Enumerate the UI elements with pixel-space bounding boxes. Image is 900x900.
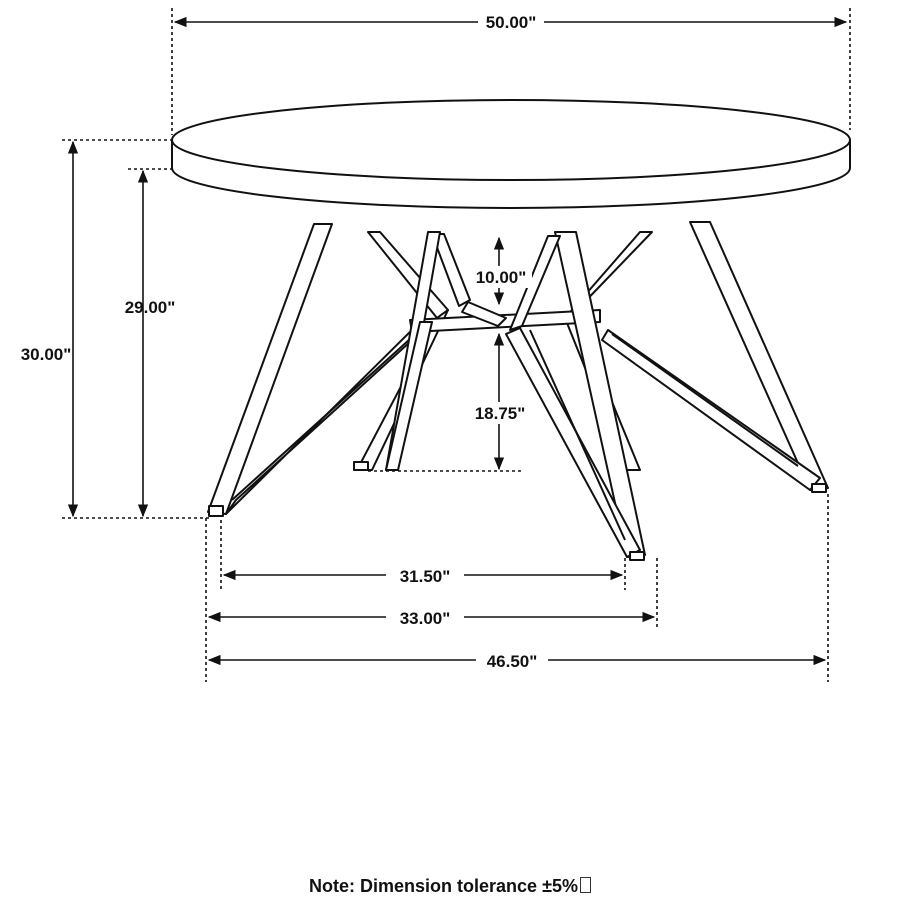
base-span-label: 46.50" xyxy=(486,652,538,671)
stretcher-to-top-label: 10.00" xyxy=(475,268,527,287)
tabletop xyxy=(172,100,850,208)
placeholder-box-icon xyxy=(580,877,591,893)
stretcher-to-floor-label: 18.75" xyxy=(474,404,526,423)
table-illustration xyxy=(172,100,850,560)
top-width-label: 50.00" xyxy=(485,13,537,32)
leg-feet xyxy=(209,462,826,560)
dimension-tolerance-note xyxy=(0,876,900,897)
note-text: Note: Dimension tolerance ±5% xyxy=(309,876,578,896)
front-right-leg xyxy=(602,222,828,490)
inner-leg-span-label: 31.50" xyxy=(399,567,451,586)
outer-leg-span-label: 33.00" xyxy=(399,609,451,628)
top-height-label: 29.00" xyxy=(124,298,176,317)
overall-height-label: 30.00" xyxy=(20,345,72,364)
